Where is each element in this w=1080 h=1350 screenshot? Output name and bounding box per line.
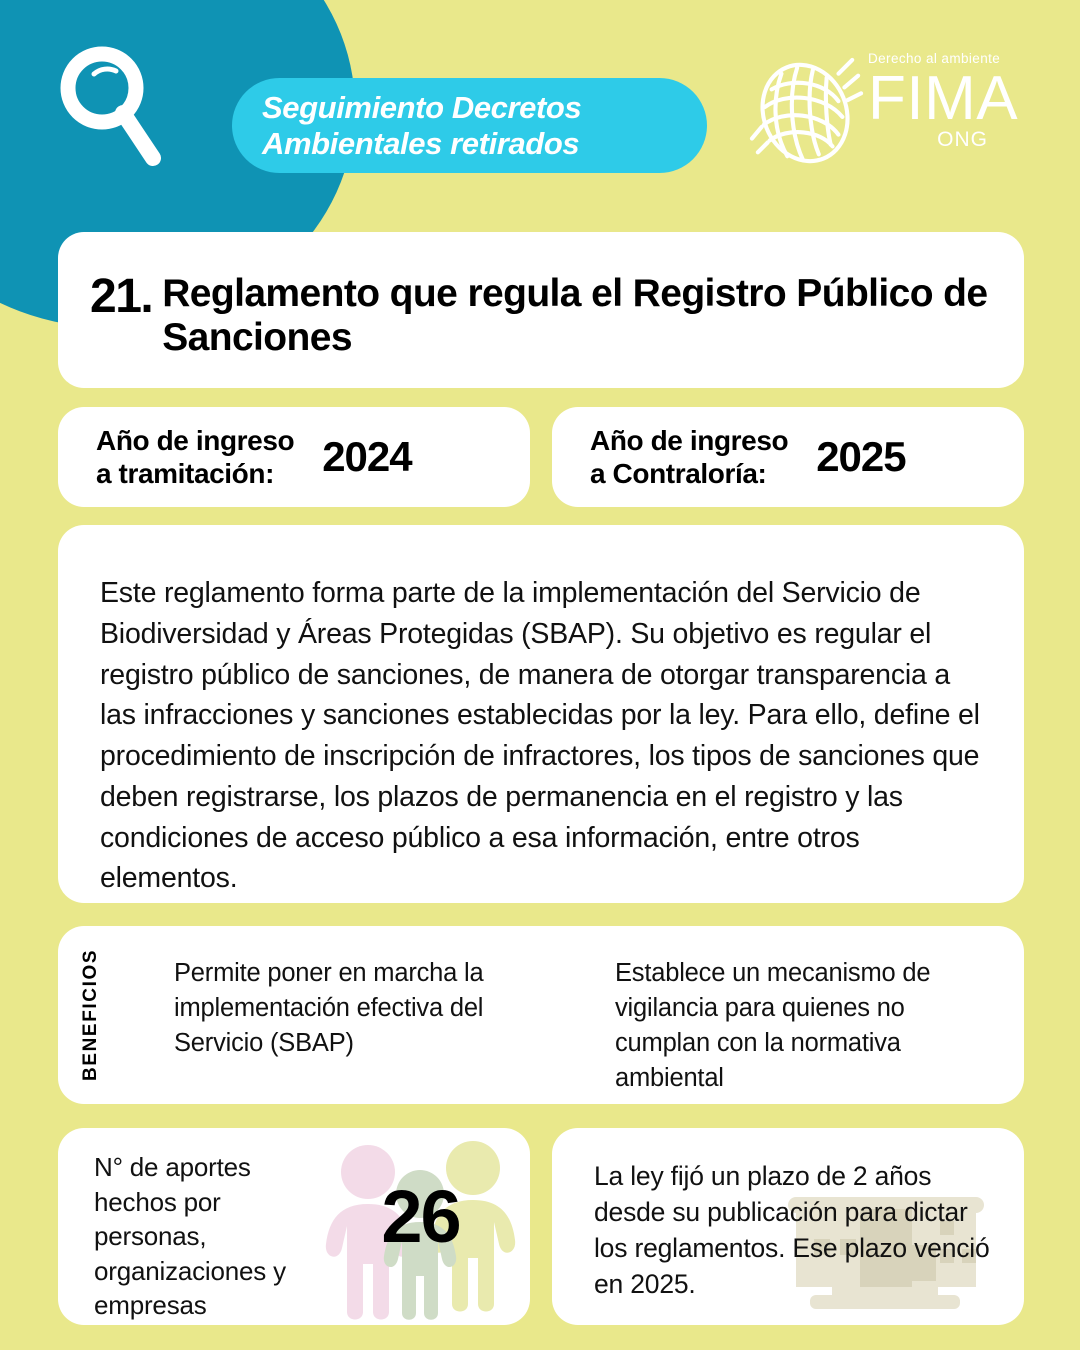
fima-logo bbox=[748, 52, 1018, 172]
header-title-line2: Ambientales retirados bbox=[262, 125, 580, 161]
year-tramitacion-card bbox=[58, 407, 530, 507]
magnifier-icon bbox=[50, 40, 175, 170]
header-title-line1: Seguimiento Decretos bbox=[262, 90, 582, 126]
fima-name: FIMA bbox=[868, 63, 1019, 133]
fima-sub: ONG bbox=[937, 127, 988, 151]
year-tramitacion-value: 2024 bbox=[322, 433, 412, 480]
decree-title-inner bbox=[90, 272, 996, 361]
fima-tagline: Derecho al ambiente bbox=[868, 51, 1001, 66]
benefit-item-1: Permite poner en marcha la implementación efectiva del Servicio (SBAP) bbox=[174, 959, 484, 1057]
benefits-columns bbox=[174, 956, 994, 1094]
fima-logo-text bbox=[868, 52, 1018, 150]
decree-title-text: Reglamento que regula el Registro Público de Sanciones bbox=[162, 272, 988, 360]
year-contraloria-inner bbox=[552, 407, 1024, 507]
woven-globe-icon bbox=[748, 54, 866, 172]
benefits-card bbox=[58, 926, 1024, 1104]
description-text: Este reglamento forma parte de la implementación del Servicio de Biodiversidad y Áreas Protegidas (SBAP). Su objetivo es regular el registro público de sanciones, de manera de otorgar transparencia a las infracciones y sanciones establecidas por la ley. Para ello, define el procedimiento de inscripción de infractores, los tipos de sanciones que deben registrarse, los plazos de permanencia en el registro y las condiciones de acceso público a esa información, entre otros elementos. bbox=[100, 577, 980, 895]
description-card bbox=[58, 525, 1024, 903]
year-contraloria-value: 2025 bbox=[816, 433, 906, 480]
year-tramitacion-inner bbox=[58, 407, 530, 507]
year-tramitacion-label-line1: Año de ingreso bbox=[96, 424, 295, 456]
aportes-card bbox=[58, 1128, 530, 1325]
aportes-count: 26 bbox=[381, 1175, 460, 1258]
year-contraloria-card bbox=[552, 407, 1024, 507]
year-contraloria-label bbox=[590, 424, 788, 490]
header bbox=[0, 0, 1080, 215]
plazo-text: La ley fijó un plazo de 2 años desde su publicación para dictar los reglamentos. Ese plazo venció en 2025. bbox=[594, 1161, 990, 1300]
plazo-card bbox=[552, 1128, 1024, 1325]
year-contraloria-label-line2: a Contraloría: bbox=[590, 458, 767, 489]
header-title-badge bbox=[232, 78, 707, 173]
year-tramitacion-label bbox=[96, 424, 294, 490]
year-tramitacion-label-line2: a tramitación: bbox=[96, 458, 274, 489]
decree-title-card bbox=[58, 232, 1024, 388]
decree-number: 21. bbox=[90, 270, 153, 323]
benefits-section-label: BENEFICIOS bbox=[80, 948, 101, 1082]
aportes-label: N° de aportes hechos por personas, organizaciones y empresas bbox=[94, 1152, 286, 1321]
year-contraloria-label-line1: Año de ingreso bbox=[590, 424, 789, 456]
benefit-item-2: Establece un mecanismo de vigilancia para quienes no cumplan con la normativa ambiental bbox=[615, 959, 931, 1092]
